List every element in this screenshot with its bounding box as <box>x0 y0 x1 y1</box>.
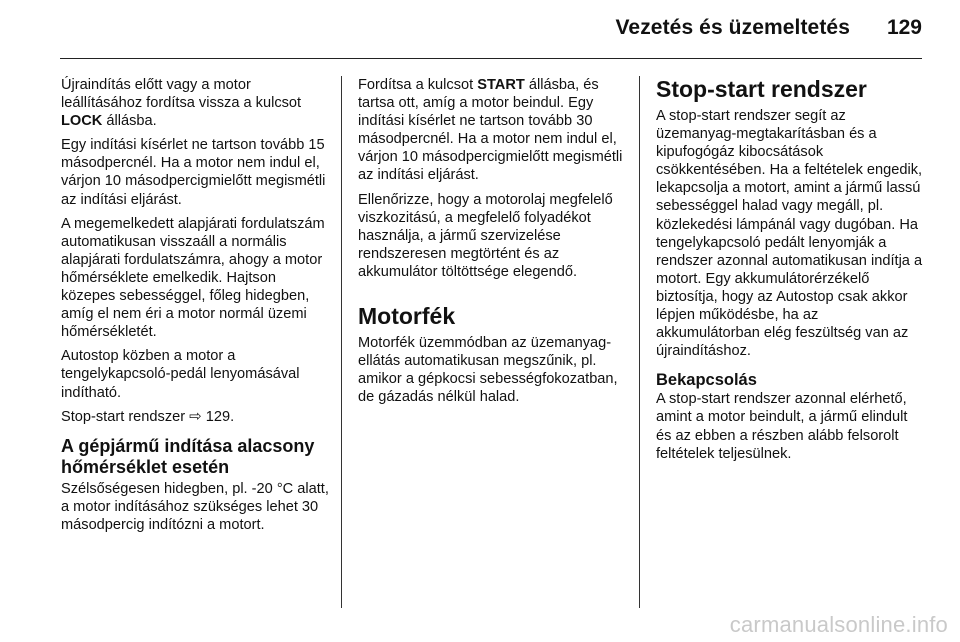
cross-reference-link[interactable]: 129. <box>205 408 235 425</box>
key-position-start: START <box>477 77 525 93</box>
paragraph: Ellenőrizze, hogy a motorolaj megfelelő viszkozitású, a megfelelő folyadékot használja, a jármű szervizelése rendszeresen megtörtént és az akkumulátor töltöttsége elegendő. <box>358 191 613 280</box>
paragraph: Autostop közben a motor a tengelykapcsoló-pedál lenyomásával indítható. <box>61 348 300 401</box>
column-1 <box>61 76 331 540</box>
paragraph: Szélsőségesen hidegben, pl. -20 °C alatt, a motor indításához szükséges lehet 30 másodpercig indítózni a motort. <box>61 480 329 533</box>
section-heading-engine-brake: Motorfék <box>358 303 456 330</box>
subsection-heading-activation: Bekapcsolás <box>656 371 757 390</box>
column-3 <box>656 76 926 469</box>
column-divider <box>341 76 342 608</box>
page-number: 129 <box>886 16 922 39</box>
page-header-title: Vezetés és üzemeltetés <box>615 16 850 39</box>
paragraph-cross-reference: Stop-start rendszer ⇨ 129. <box>61 407 235 425</box>
paragraph: Fordítsa a kulcsot START állásba, és tartsa ott, amíg a motor beindul. Egy indítási kísérlet ne tartson tovább 30 másodpercnél. Ha a motor nem indul el, várjon 10 másodpercigmielőtt megismétli az indítási eljárást. <box>358 77 623 184</box>
paragraph: Újraindítás előtt vagy a motor leállításához fordítsa vissza a kulcsot LOCK állásba. <box>61 77 302 130</box>
section-heading-stop-start: Stop-start rendszer <box>656 76 867 102</box>
paragraph: A megemelkedett alapjárati fordulatszám automatikusan visszaáll a normális alapjárati fordulatszámra, ahogy a motor hőmérséklete emelkedik. Hajtson közepes sebességgel, főleg hidegben, amíg el nem éri a motor normál üzemi hőmérsékletét. <box>61 215 325 341</box>
key-position-lock: LOCK <box>61 113 103 130</box>
column-2 <box>358 76 628 412</box>
column-divider <box>639 76 640 608</box>
watermark: carmanualsonline.info <box>729 612 948 637</box>
page-reference-arrow-icon: ⇨ <box>189 407 202 425</box>
section-heading-cold-start: A gépjármű indítása alacsony hőmérséklet esetén <box>61 435 315 477</box>
paragraph: A stop-start rendszer segít az üzemanyag-megtakarításban és a kipufogógáz kibocsátások csökkentésében. Ha a feltételek engedik, lekapcsolja a motort, amint a jármű lassú sebességgel halad vagy megáll, pl. közlekedési lámpánál vagy dugóban. Ha tengelykapcsoló pedált lenyomják a rendszer azonnal automatikusan indítja a motort. Egy akkumulátorérzékelő biztosítja, hogy az Autostop csak akkor lépjen működésbe, ha az akkumulátorban elég feszültség van az újraindításhoz. <box>656 108 923 360</box>
header-rule <box>60 58 922 59</box>
page-header <box>0 0 960 56</box>
paragraph: Motorfék üzemmódban az üzemanyag-ellátás automatikusan megszűnik, pl. amikor a gépkocsi sebességfokozatban, de gázadás nélkül halad. <box>358 335 618 406</box>
paragraph: Egy indítási kísérlet ne tartson tovább 15 másodpercnél. Ha a motor nem indul el, várjon 10 másodpercigmielőtt megismétli az indítási eljárást. <box>61 137 326 208</box>
paragraph: A stop-start rendszer azonnal elérhető, amint a motor beindult, a jármű elindult és az ebben a részben alább felsorolt feltételek teljesülnek. <box>656 391 908 462</box>
